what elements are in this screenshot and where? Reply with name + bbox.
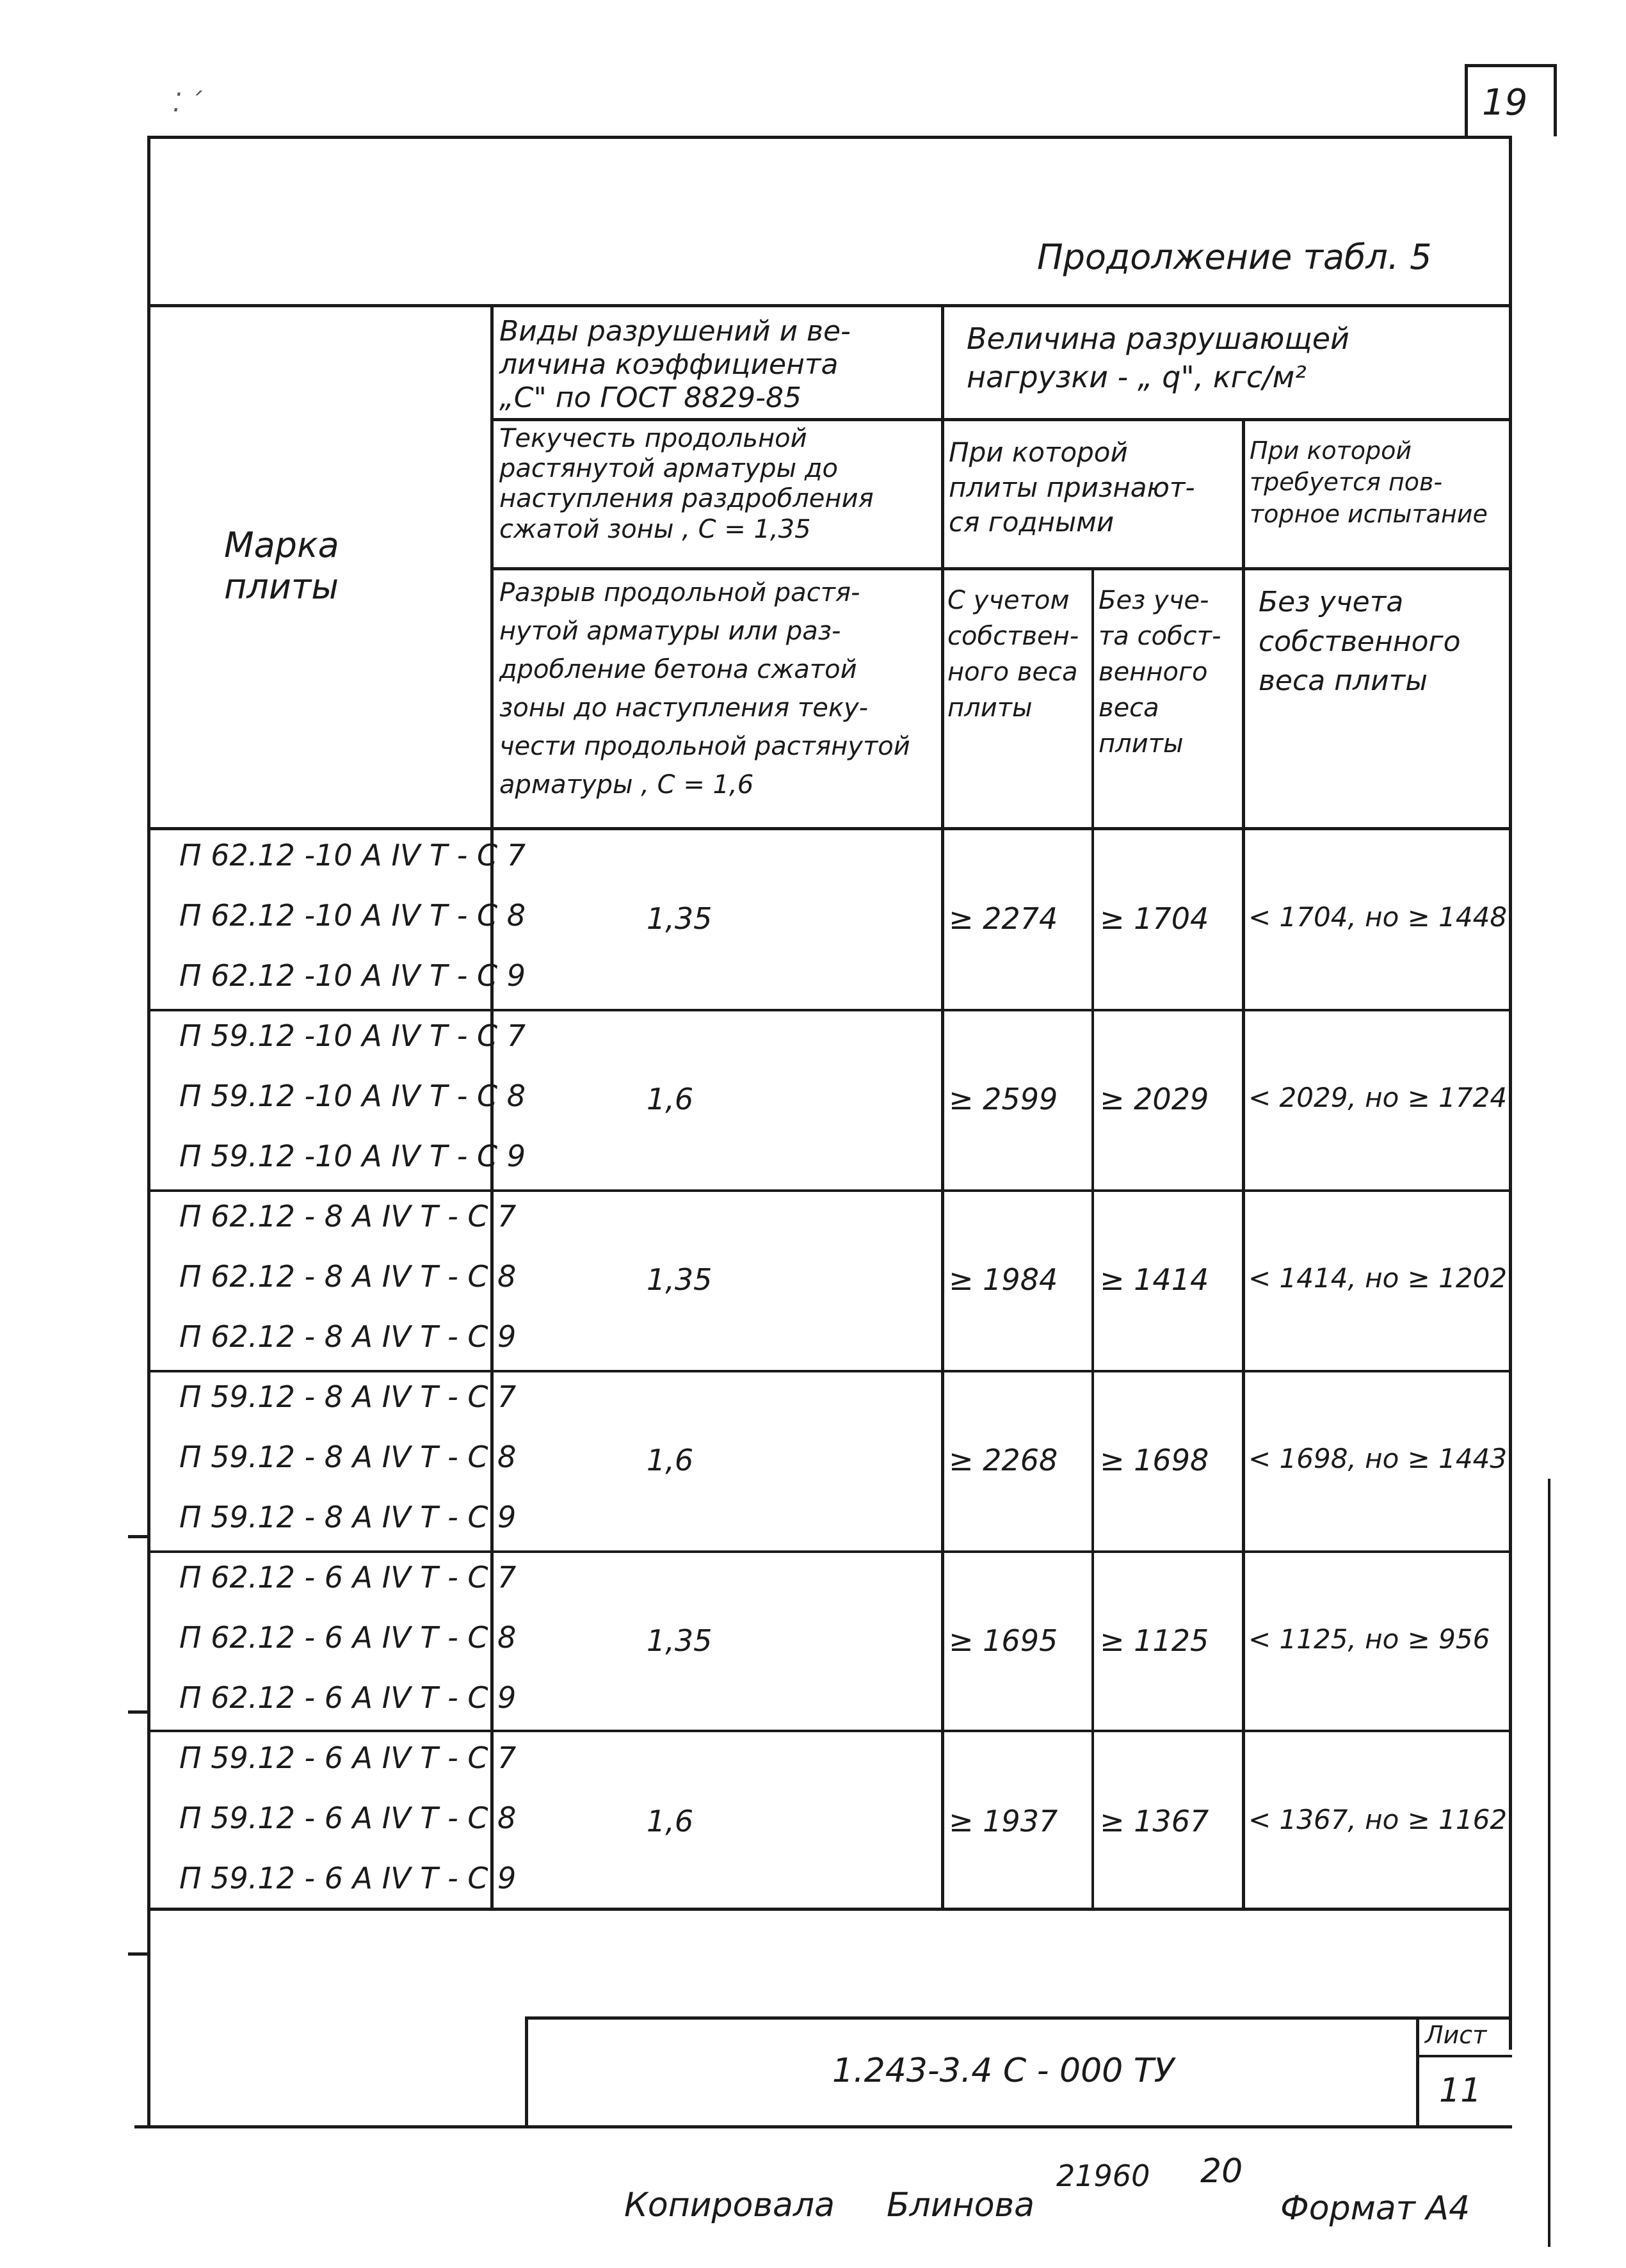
plate-mark: П 62.12 - 6 А IV Т - С 9 — [179, 1680, 517, 1715]
coefficient-value: 1,6 — [647, 1804, 694, 1838]
table-bottom-line — [147, 1908, 1512, 1911]
load-retest: < 1698, но ≥ 1443 — [1248, 1443, 1508, 1474]
load-retest: < 1367, но ≥ 1162 — [1248, 1804, 1508, 1835]
col-line-failure — [941, 304, 944, 1910]
plate-mark: П 59.12 -10 А IV Т - С 9 — [179, 1139, 526, 1173]
header-retest-sub: Без учета собственного веса плиты — [1259, 586, 1461, 698]
coefficient-value: 1,35 — [647, 901, 712, 936]
plate-mark: П 62.12 -10 А IV Т - С 7 — [179, 838, 526, 873]
scan-specks: ⁚ ˊ — [173, 88, 202, 118]
plate-mark: П 62.12 - 6 А IV Т - С 8 — [179, 1620, 517, 1655]
archive-number: 21960 — [1056, 2159, 1150, 2193]
header-line-2 — [493, 567, 1512, 570]
plate-mark: П 59.12 - 8 А IV Т - С 9 — [179, 1500, 517, 1534]
group-line-1 — [147, 1009, 1512, 1011]
plate-mark: П 59.12 -10 А IV Т - С 8 — [179, 1079, 526, 1113]
load-with-weight: ≥ 2268 — [949, 1443, 1058, 1477]
load-retest: < 2029, но ≥ 1724 — [1248, 1082, 1508, 1113]
margin-tick — [128, 1710, 149, 1714]
header-without-weight: Без уче- та собст- венного веса плиты — [1099, 586, 1221, 759]
stamp-sheet-divider — [1416, 2016, 1419, 2127]
header-bottom-line — [147, 827, 1512, 830]
plate-mark: П 59.12 - 6 А IV Т - С 8 — [179, 1801, 517, 1835]
plate-mark: П 59.12 -10 А IV Т - С 7 — [179, 1018, 526, 1053]
header-failure-sub2: Разрыв продольной растя- нутой арматуры или раз- дробление бетона сжатой зоны до наступления теку- чести продольной растянутой арматуры , C = 1,6 — [499, 578, 910, 800]
load-without-weight: ≥ 1367 — [1100, 1804, 1209, 1838]
plate-mark: П 62.12 - 6 А IV Т - С 7 — [179, 1560, 517, 1595]
plate-mark: П 59.12 - 6 А IV Т - С 9 — [179, 1861, 517, 1895]
header-load: Величина разрушающей нагрузки - „ q", кгс/м² — [967, 321, 1349, 394]
margin-tick — [128, 1535, 149, 1538]
stamp-top — [525, 2016, 1512, 2020]
header-mark: Марка плиты — [224, 525, 339, 607]
group-line-2 — [147, 1189, 1512, 1192]
load-without-weight: ≥ 1698 — [1100, 1443, 1209, 1477]
coefficient-value: 1,35 — [647, 1623, 712, 1658]
stamp-sheet-mid — [1416, 2055, 1512, 2057]
load-without-weight: ≥ 1704 — [1100, 901, 1209, 936]
sheet-number: 11 — [1439, 2071, 1482, 2110]
load-without-weight: ≥ 2029 — [1100, 1082, 1209, 1116]
header-failure: Виды разрушений и ве- личина коэффициента „C" по ГОСТ 8829-85 — [499, 315, 851, 414]
load-retest: < 1125, но ≥ 956 — [1248, 1623, 1490, 1655]
plate-mark: П 62.12 - 8 А IV Т - С 8 — [179, 1259, 517, 1294]
frame-top — [147, 136, 1512, 139]
plate-mark: П 59.12 - 8 А IV Т - С 7 — [179, 1379, 517, 1414]
load-retest: < 1704, но ≥ 1448 — [1248, 901, 1508, 933]
col-line-accept — [1242, 418, 1245, 1910]
paper-format: Формат А4 — [1280, 2189, 1470, 2228]
copied-name: Блинова — [887, 2186, 1035, 2224]
load-with-weight: ≥ 1937 — [949, 1804, 1058, 1838]
load-with-weight: ≥ 1984 — [949, 1262, 1058, 1297]
plate-mark: П 62.12 - 8 А IV Т - С 7 — [179, 1199, 517, 1234]
plate-mark: П 62.12 -10 А IV Т - С 9 — [179, 958, 526, 993]
load-retest: < 1414, но ≥ 1202 — [1248, 1262, 1508, 1294]
coefficient-value: 1,6 — [647, 1443, 694, 1477]
header-with-weight: С учетом собствен- ного веса плиты — [947, 586, 1079, 723]
load-with-weight: ≥ 2599 — [949, 1082, 1058, 1116]
document-code: 1.243-3.4 С - 000 ТУ — [832, 2052, 1175, 2090]
table-top-line — [147, 304, 1512, 307]
margin-line-right — [1548, 1479, 1550, 2247]
header-failure-sub1: Текучесть продольной растянутой арматуры до наступления раздробления сжатой зоны , C = 1,35 — [499, 424, 874, 544]
coefficient-value: 1,35 — [647, 1262, 712, 1297]
load-without-weight: ≥ 1414 — [1100, 1262, 1209, 1297]
load-without-weight: ≥ 1125 — [1100, 1623, 1209, 1658]
group-line-3 — [147, 1370, 1512, 1372]
plate-mark: П 59.12 - 6 А IV Т - С 7 — [179, 1741, 517, 1775]
header-retest: При которой требуется пов- торное испытание — [1250, 437, 1488, 528]
frame-right — [1509, 136, 1512, 2050]
copied-label: Копировала — [624, 2186, 835, 2224]
load-with-weight: ≥ 2274 — [949, 901, 1058, 936]
stamp-left — [525, 2016, 528, 2127]
load-with-weight: ≥ 1695 — [949, 1623, 1058, 1658]
plate-mark: П 62.12 - 8 А IV Т - С 9 — [179, 1319, 517, 1354]
frame-left — [147, 136, 150, 2128]
header-line-1 — [493, 418, 1512, 421]
header-accept: При которой плиты признают- ся годными — [949, 437, 1195, 538]
col-line-load-split — [1091, 567, 1094, 1910]
page-number: 19 — [1482, 82, 1528, 124]
table-continuation-title: Продолжение табл. 5 — [1037, 237, 1432, 277]
group-line-4 — [147, 1550, 1512, 1553]
coefficient-value: 1,6 — [647, 1082, 694, 1116]
plate-mark: П 62.12 -10 А IV Т - С 8 — [179, 898, 526, 933]
margin-tick — [128, 1952, 149, 1956]
group-line-5 — [147, 1730, 1512, 1732]
archive-number-2: 20 — [1200, 2152, 1243, 2191]
sheet-label: Лист — [1425, 2021, 1487, 2049]
plate-mark: П 59.12 - 8 А IV Т - С 8 — [179, 1440, 517, 1474]
frame-bottom — [134, 2125, 1512, 2128]
